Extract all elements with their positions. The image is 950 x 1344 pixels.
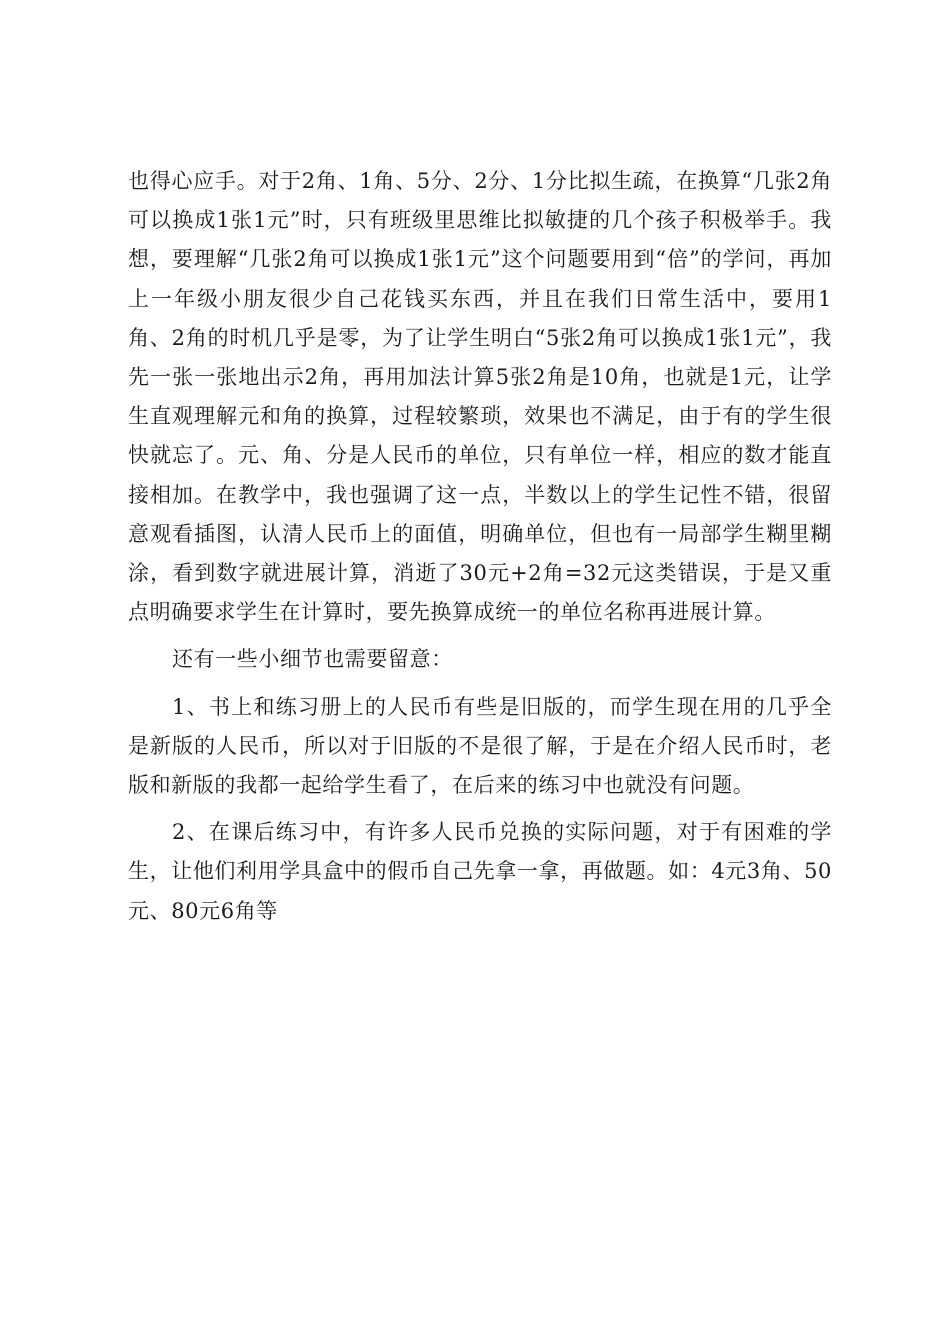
paragraph-note-1: 1、书上和练习册上的人民币有些是旧版的，而学生现在用的几乎全是新版的人民币，所以对于旧版的不是很了解，于是在介绍人民币时，老版和新版的我都一起给学生看了，在后来的练习中也就没有问题。 xyxy=(128,694,832,798)
paragraph-continuation: 也得心应手。对于2角、1角、5分、2分、1分比拟生疏，在换算“几张2角可以换成1张1元”时，只有班级里思维比拟敏捷的几个孩子积极举手。我想，要理解“几张2角可以换成1张1元”这个问题要用到“倍”的学问，再加上一年级小朋友很少自己花钱买东西，并且在我们日常生活中，要用1角、2角的时机几乎是零，为了让学生明白“5张2角可以换成1张1元”，我先一张一张地出示2角，再用加法计算5张2角是10角，也就是1元，让学生直观理解元和角的换算，过程较繁琐，效果也不满足，由于有的学生很快就忘了。元、角、分是人民币的单位，只有单位一样，相应的数才能直接相加。在教学中，我也强调了这一点，半数以上的学生记性不错，很留意观看插图，认清人民币上的面值，明确单位，但也有一局部学生糊里糊涂，看到数字就进展计算，消逝了30元+2角=32元这类错误，于是又重点明确要求学生在计算时，要先换算成统一的单位名称再进展计算。 xyxy=(128,169,832,625)
paragraph-notes-intro: 还有一些小细节也需要留意： xyxy=(172,647,453,672)
paragraph-note-2: 2、在课后练习中，有许多人民币兑换的实际问题，对于有困难的学生，让他们利用学具盒中的假币自己先拿一拿，再做题。如：4元3角、50元、80元6角等 xyxy=(128,820,832,923)
document-body xyxy=(128,162,832,931)
